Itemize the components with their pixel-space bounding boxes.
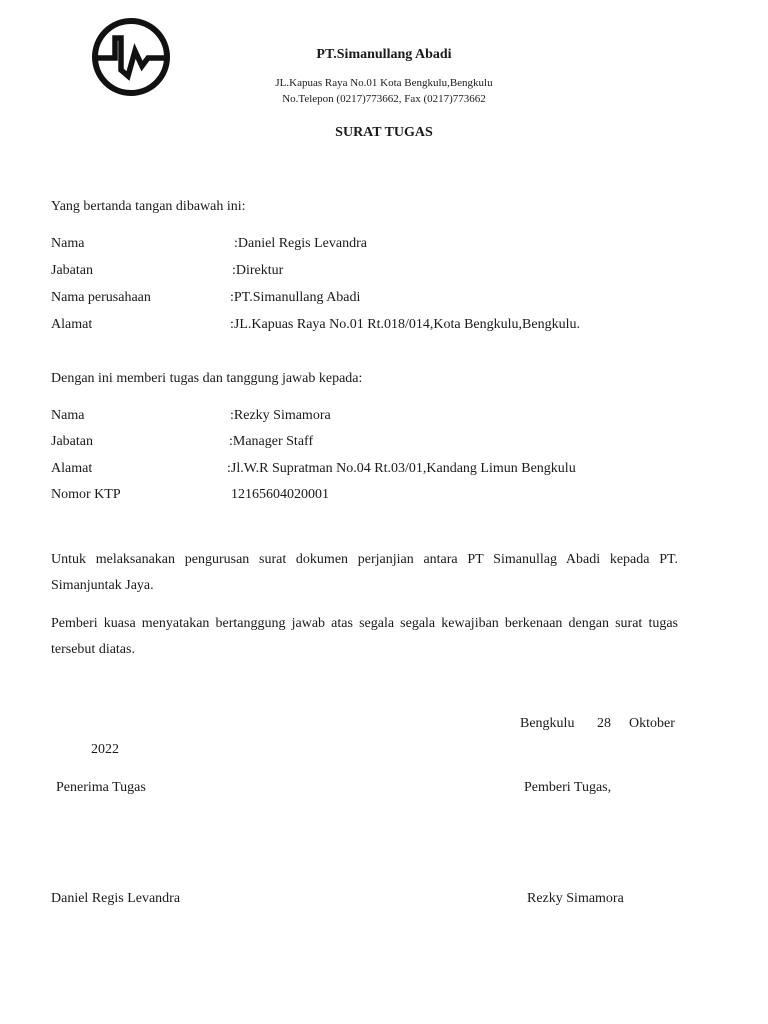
issuer-company-value: :PT.Simanullang Abadi xyxy=(230,290,361,305)
company-name: PT.Simanullang Abadi xyxy=(316,47,452,62)
issuer-name-value: :Daniel Regis Levandra xyxy=(234,236,367,251)
intro-text: Yang bertanda tangan dibawah ini: xyxy=(51,199,246,214)
issuer-address-value: :JL.Kapuas Raya No.01 Rt.018/014,Kota Bengkulu,Bengkulu. xyxy=(230,317,580,332)
company-address: JL.Kapuas Raya No.01 Kota Bengkulu,Bengkulu xyxy=(275,77,493,89)
date-month: Oktober xyxy=(629,716,675,731)
purpose-paragraph: Untuk melaksanakan pengurusan surat dokumen perjanjian antara PT Simanullag Abadi kepada PT. Simanjuntak Jaya. xyxy=(51,552,678,593)
receiver-name: Daniel Regis Levandra xyxy=(51,891,181,906)
assignee-name-label: Nama xyxy=(51,408,85,423)
receiver-label: Penerima Tugas xyxy=(56,780,146,795)
assignee-ktp-label: Nomor KTP xyxy=(51,487,121,502)
assignee-address-value: :Jl.W.R Supratman No.04 Rt.03/01,Kandang Limun Bengkulu xyxy=(227,461,576,476)
date-day: 28 xyxy=(597,716,611,731)
date-city: Bengkulu xyxy=(520,716,575,731)
date-year: 2022 xyxy=(91,742,119,757)
issuer-company-label: Nama perusahaan xyxy=(51,290,151,305)
company-phone-fax: No.Telepon (0217)773662, Fax (0217)773662 xyxy=(282,93,486,105)
issuer-position-value: :Direktur xyxy=(232,263,284,278)
assignment-intro-text: Dengan ini memberi tugas dan tanggung jawab kepada: xyxy=(51,371,363,386)
assignee-ktp-value: 12165604020001 xyxy=(231,487,329,502)
issuer-name-label: Nama xyxy=(51,236,85,251)
issuer-position-label: Jabatan xyxy=(51,263,93,278)
assignee-address-label: Alamat xyxy=(51,461,93,476)
assignee-position-value: :Manager Staff xyxy=(229,434,314,449)
document-title: SURAT TUGAS xyxy=(335,125,433,140)
giver-label: Pemberi Tugas, xyxy=(524,780,612,795)
responsibility-paragraph: Pemberi kuasa menyatakan bertanggung jawab atas segala segala kewajiban berkenaan dengan surat tugas tersebut diatas. xyxy=(51,616,678,657)
giver-name: Rezky Simamora xyxy=(527,891,624,906)
issuer-address-label: Alamat xyxy=(51,317,93,332)
assignee-name-value: :Rezky Simamora xyxy=(230,408,331,423)
assignee-position-label: Jabatan xyxy=(51,434,93,449)
